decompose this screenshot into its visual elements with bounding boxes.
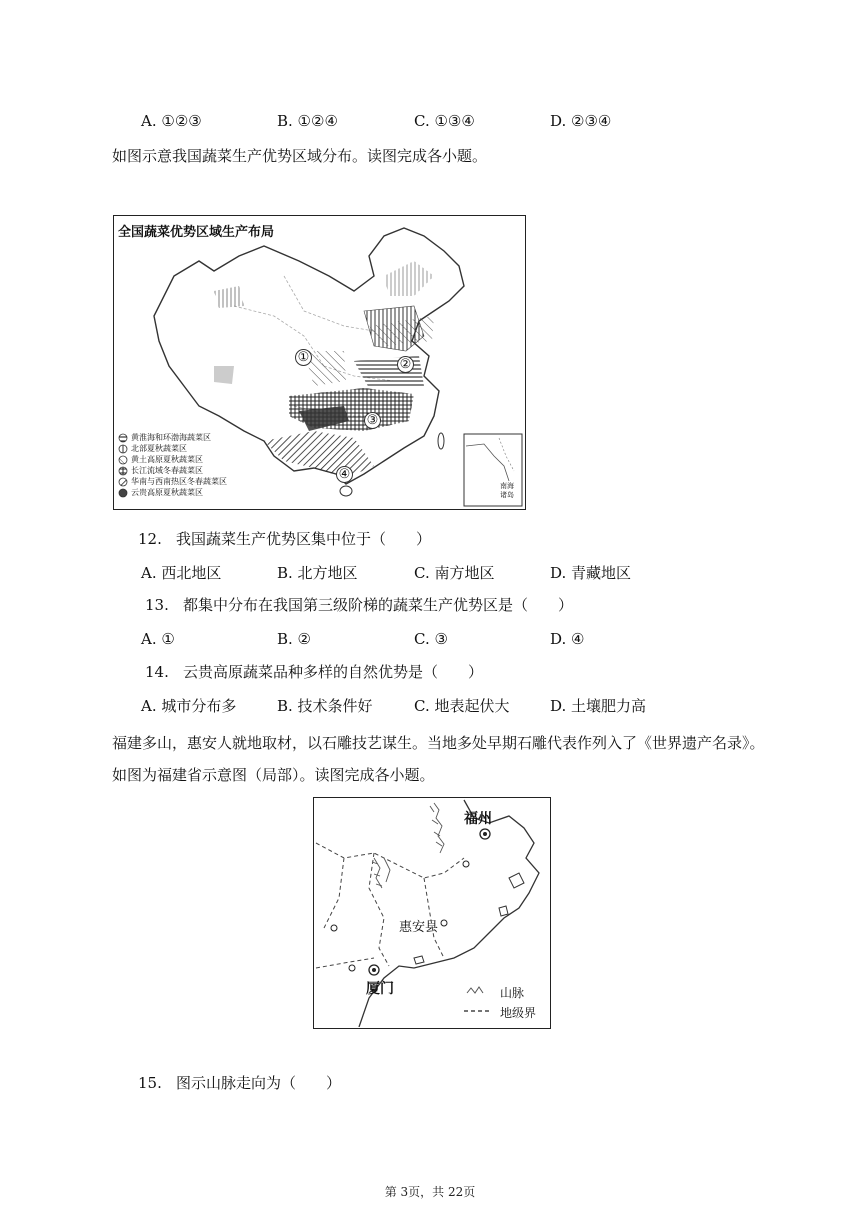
map1-legend-4: 长江流域冬春蔬菜区: [131, 466, 203, 475]
q13-option-c: C. ③: [414, 630, 448, 648]
q12-number: 12.: [138, 530, 162, 548]
map1-marker-2: ②: [397, 356, 414, 373]
intro-paragraph-2-line-1: 福建多山，惠安人就地取材，以石雕技艺谋生。当地多处早期石雕代表作列入了《世界遗产名录》。: [112, 734, 765, 752]
map1-inset-label: 南海诸岛: [500, 482, 514, 499]
map2-legend-mountain: 山脉: [500, 986, 525, 1000]
q15-number: 15.: [138, 1074, 162, 1092]
q14-option-c: C. 地表起伏大: [414, 697, 510, 715]
page-footer: 第 3页，共 22页: [384, 1185, 476, 1199]
q14-text: 云贵高原蔬菜品种多样的自然优势是（ ）: [183, 663, 484, 681]
intro-paragraph-2-line-2: 如图为福建省示意图（局部）。读图完成各小题。: [112, 766, 435, 784]
q13-option-d: D. ④: [550, 630, 585, 648]
q11-option-c: C. ①③④: [414, 112, 475, 130]
q11-option-b: B. ①②④: [277, 112, 338, 130]
map2-county-huian: 惠安县: [399, 920, 439, 935]
q13-text: 都集中分布在我国第三级阶梯的蔬菜生产优势区是（ ）: [183, 596, 574, 614]
q11-option-d: D. ②③④: [550, 112, 612, 130]
q15-text: 图示山脉走向为（ ）: [176, 1074, 342, 1092]
q13-option-a: A. ①: [141, 630, 175, 648]
map1-marker-1: ①: [295, 349, 312, 366]
q14-option-b: B. 技术条件好: [277, 697, 373, 715]
map2-legend-boundary: 地级界: [500, 1006, 537, 1020]
q13-number: 13.: [145, 596, 169, 614]
map2-city-fuzhou: 福州: [464, 811, 492, 827]
map1-title: 全国蔬菜优势区域生产布局: [118, 225, 275, 240]
q14-number: 14.: [145, 663, 169, 681]
q12-option-a: A. 西北地区: [141, 564, 222, 582]
q13-option-b: B. ②: [277, 630, 312, 648]
q12-option-c: C. 南方地区: [414, 564, 495, 582]
map1-marker-4: ④: [336, 466, 353, 483]
q14-option-a: A. 城市分布多: [141, 697, 237, 715]
map1-legend-3: 黄土高原夏秋蔬菜区: [131, 455, 203, 464]
map1-marker-3: ③: [364, 412, 381, 429]
fujian-map: [313, 797, 551, 1029]
q12-option-d: D. 青藏地区: [550, 564, 632, 582]
q12-option-b: B. 北方地区: [277, 564, 358, 582]
map1-legend-1: 黄淮海和环渤海蔬菜区: [131, 433, 211, 442]
q14-option-d: D. 土壤肥力高: [550, 697, 647, 715]
map1-legend-5: 华南与西南热区冬春蔬菜区: [131, 477, 227, 486]
map1-legend-6: 云贵高原夏秋蔬菜区: [131, 488, 203, 497]
q12-text: 我国蔬菜生产优势区集中位于（ ）: [176, 530, 432, 548]
map2-city-xiamen: 厦门: [366, 981, 394, 997]
intro-paragraph-1: 如图示意我国蔬菜生产优势区域分布。读图完成各小题。: [112, 147, 488, 165]
map1-legend-2: 北部夏秋蔬菜区: [131, 444, 187, 453]
china-vegetable-map: [113, 215, 526, 510]
q11-option-a: A. ①②③: [141, 112, 202, 130]
